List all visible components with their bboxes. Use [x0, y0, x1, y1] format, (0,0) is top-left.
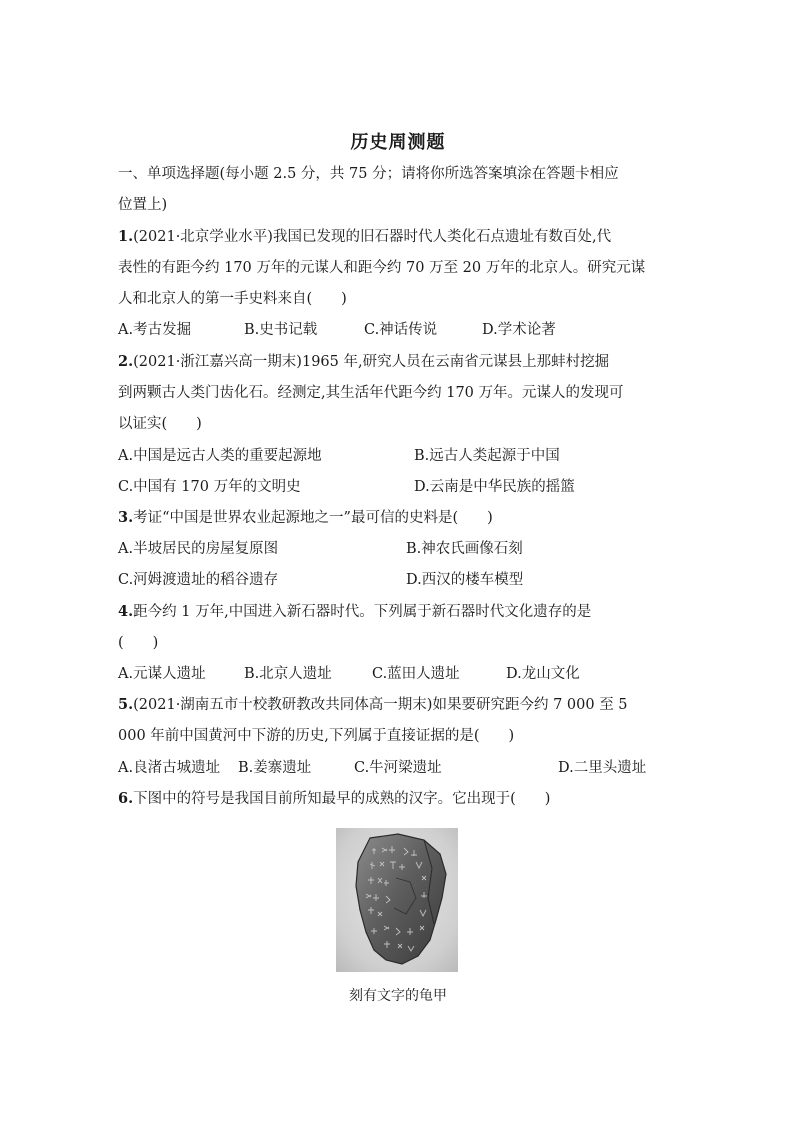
- question-5-number: 5.: [118, 696, 134, 713]
- question-4-option-c[interactable]: C.蓝田人遗址: [372, 666, 460, 682]
- question-2-line3: 以证实( ): [118, 416, 202, 432]
- question-1-line3: 人和北京人的第一手史料来自( ): [118, 291, 347, 307]
- question-4-option-b[interactable]: B.北京人遗址: [244, 666, 332, 682]
- question-1-line2: 表性的有距今约 170 万年的元谋人和距今约 70 万至 20 万年的北京人。研究元谋: [118, 260, 646, 276]
- question-2-option-b[interactable]: B.远古人类起源于中国: [414, 448, 560, 464]
- question-2-option-d[interactable]: D.云南是中华民族的摇篮: [414, 479, 575, 495]
- question-4-line1: [118, 602, 591, 622]
- question-5-option-d[interactable]: D.二里头遗址: [558, 760, 647, 776]
- question-4-text1: 距今约 1 万年,中国进入新石器时代。下列属于新石器时代文化遗存的是: [133, 604, 592, 620]
- question-5-line2: 000 年前中国黄河中下游的历史,下列属于直接证据的是( ): [118, 728, 515, 744]
- question-3-option-c[interactable]: C.河姆渡遗址的稻谷遗存: [118, 572, 279, 588]
- question-5-option-a[interactable]: A.良渚古城遗址: [118, 760, 221, 776]
- page-title: 历史周测题: [350, 132, 446, 153]
- question-1-option-c[interactable]: C.神话传说: [364, 322, 438, 338]
- question-1-option-a[interactable]: A.考古发掘: [118, 322, 192, 338]
- question-2-text1: (2021·浙江嘉兴高一期末)1965 年,研究人员在云南省元谋县上那蚌村挖掘: [133, 354, 610, 370]
- question-6-text1: 下图中的符号是我国目前所知最早的成熟的汉字。它出现于( ): [133, 791, 551, 807]
- question-4-line2: ( ): [118, 635, 159, 651]
- question-3-number: 3.: [118, 509, 134, 526]
- question-3-line1: [118, 508, 493, 528]
- question-6-line1: [118, 789, 550, 809]
- question-5-option-b[interactable]: B.姜寨遗址: [238, 760, 312, 776]
- question-5-line1: [118, 695, 628, 715]
- question-1-number: 1.: [118, 228, 134, 245]
- question-3-option-d[interactable]: D.西汉的楼车模型: [406, 572, 524, 588]
- question-4-option-d[interactable]: D.龙山文化: [506, 666, 580, 682]
- question-3-text1: 考证“中国是世界农业起源地之一”最可信的史料是( ): [133, 510, 493, 526]
- question-2-line2: 到两颗古人类门齿化石。经测定,其生活年代距今约 170 万年。元谋人的发现可: [118, 385, 624, 401]
- question-3-option-a[interactable]: A.半坡居民的房屋复原图: [118, 541, 279, 557]
- question-2-option-a[interactable]: A.中国是远古人类的重要起源地: [118, 448, 322, 464]
- question-1-line1: [118, 227, 611, 247]
- question-1-text1: (2021·北京学业水平)我国已发现的旧石器时代人类化石点遗址有数百处,代: [133, 229, 612, 245]
- question-2-option-c[interactable]: C.中国有 170 万年的文明史: [118, 479, 301, 495]
- oracle-bone-image: [336, 828, 458, 972]
- question-1-option-d[interactable]: D.学术论著: [482, 322, 556, 338]
- question-5-text1: (2021·湖南五市十校教研教改共同体高一期末)如果要研究距今约 7 000 至 5: [133, 697, 628, 713]
- question-2-number: 2.: [118, 353, 134, 370]
- question-3-option-b[interactable]: B.神农氏画像石刻: [406, 541, 523, 557]
- section-heading-line2: 位置上): [118, 197, 168, 213]
- question-4-number: 4.: [118, 603, 134, 620]
- question-6-number: 6.: [118, 790, 134, 807]
- question-1-option-b[interactable]: B.史书记载: [244, 322, 318, 338]
- question-2-line1: [118, 352, 609, 372]
- section-heading-line1: 一、单项选择题(每小题 2.5 分，共 75 分；请将你所选答案填涂在答题卡相应: [118, 166, 619, 182]
- question-5-option-c[interactable]: C.牛河梁遗址: [354, 760, 442, 776]
- figure-caption: 刻有文字的龟甲: [349, 988, 447, 1004]
- question-4-option-a[interactable]: A.元谋人遗址: [118, 666, 206, 682]
